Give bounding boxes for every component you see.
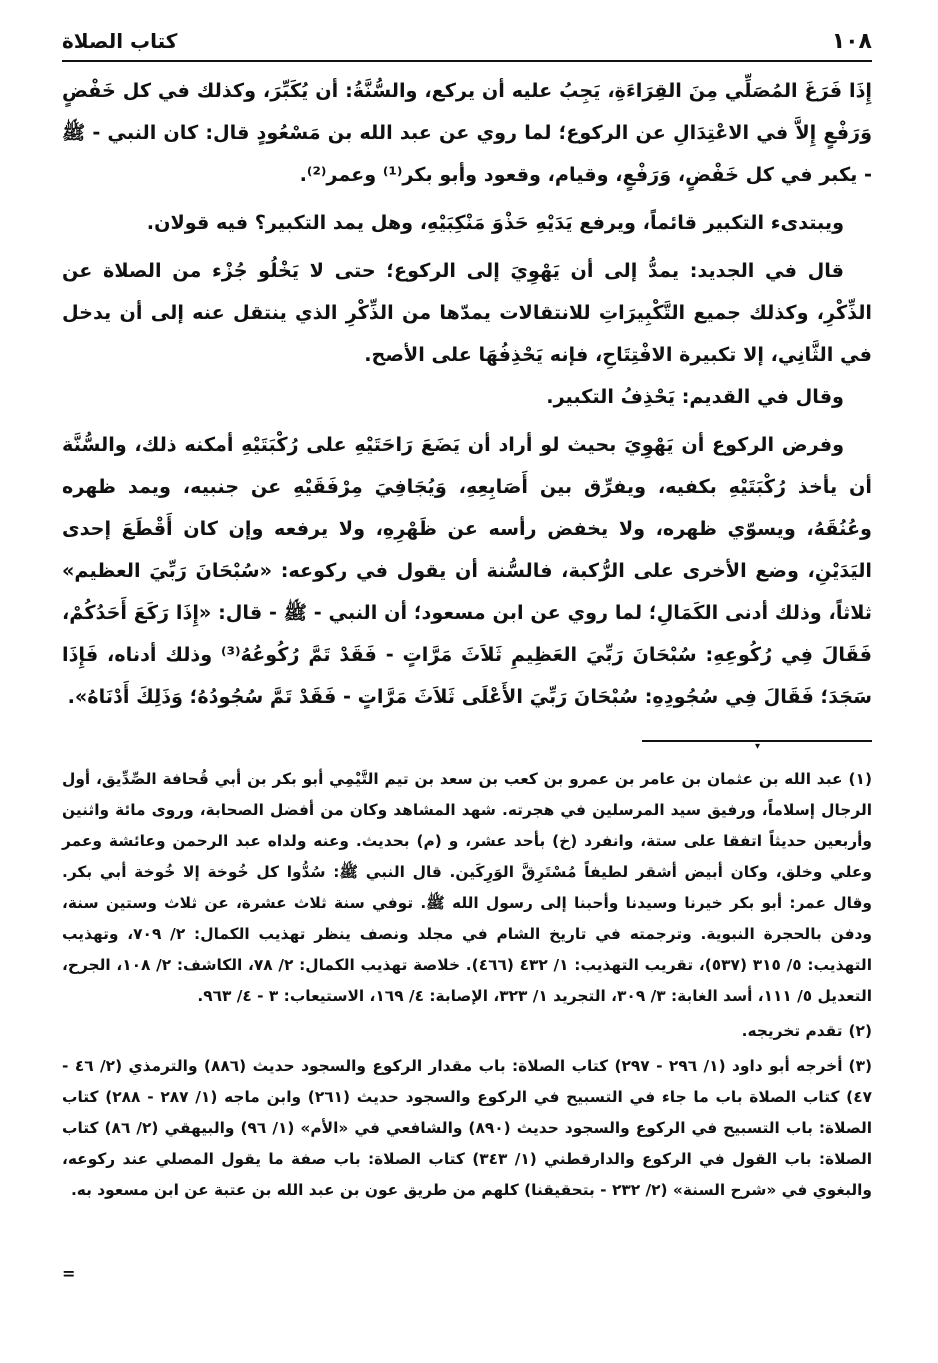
page-number: ١٠٨	[831, 28, 872, 54]
footnote-text: أخرجه أبو داود (١/ ٢٩٦ - ٢٩٧) كتاب الصلاة: باب مقدار الركوع والسجود حديث (٨٨٦) والترمذي (٢/ ٤٦ - ٤٧) كتاب الصلاة باب ما جاء في التسبيح في الركوع والسجود حديث (٢٦١) وابن ماجه (١/ ٢٨٧ - ٢٨٨) كتاب الصلاة: باب التسبيح في الركوع والسجود حديث (٨٩٠) والشافعي في «الأم» (١/ ٩٦) والبيهقي (٢/ ٨٦) كتاب الصلاة: باب القول في الركوع والدارقطني (١/ ٣٤٣) كتاب الصلاة: باب صفة ما يقول المصلي عند ركوعه، والبغوي في «شرح السنة» (٢/ ٢٣٢ - بتحقيقنا) كلهم من طريق عون بن عبد الله بن عتبة عن ابن مسعود به.	[62, 1057, 873, 1199]
footnote-3	[62, 1051, 872, 1206]
footnote-2	[62, 1016, 872, 1047]
paragraph: ويبتدىء التكبير قائماً، ويرفع يَدَيْهِ حَذْوَ مَنْكِبَيْهِ، وهل يمد التكبير؟ فيه قولان.	[146, 211, 844, 234]
footnote-number: (٢)	[848, 1022, 872, 1040]
running-header	[62, 22, 872, 62]
main-text	[62, 70, 872, 718]
footnote-number: (١)	[848, 770, 872, 788]
footnotes	[62, 764, 872, 1210]
rule-ornament: ▾	[754, 741, 760, 752]
footnote-separator	[62, 734, 872, 754]
book-page	[62, 22, 873, 1199]
book-title: كتاب الصلاة	[62, 29, 178, 53]
paragraph: إِذَا فَرَغَ المُصَلِّي مِنَ القِرَاءَةِ، يَجِبُ عليه أن يركع، والسُّنَّةُ: أن يُكَبِّرَ، وكذلك في كل خَفْضٍ وَرَفْعٍ إِلاَّ في الاعْتِدَالِ عن الركوع؛ لما روي عن عبد الله بن مَسْعُودٍ قال: كان النبي - ﷺ - يكبر في كل خَفْضٍ، وَرَفْعٍ، وقيام، وقعود وأبو بكر⁽¹⁾ وعمر⁽²⁾.	[62, 79, 872, 186]
paragraph: قال في الجديد: يمدُّ إلى أن يَهْوِيَ إلى الركوع؛ حتى لا يَخْلُو جُزْء من الصلاة عن الذِّكْرِ، وكذلك جميع التَّكْبِيرَاتِ للانتقالات يمدّها من الذِّكْرِ الذي ينتقل عنه إلى أن يدخل في الثَّانِي، إلا تكبيرة الافْتِتَاحِ، فإنه يَحْذِفُهَا على الأصح.	[62, 259, 872, 366]
paragraph: وفرض الركوع أن يَهْوِيَ بحيث لو أراد أن يَضَعَ رَاحَتَيْهِ على رُكْبَتَيْهِ أمكنه ذلك، والسُّنَّة أن يأخذ رُكْبَتَيْهِ بكفيه، ويفرِّق بين أَصَابِعِهِ، وَيُجَافِيَ مِرْفَقَيْهِ عن جنبيه، ويمد ظهره وعُنُقَهُ، ويسوّي ظهره، ولا يخفض رأسه عن ظَهْرِهِ، ولا يرفعه وإن كان أَقْطَعَ إحدى اليَدَيْنِ، وضع الأخرى على الرُّكبة، فالسُّنة أن يقول في ركوعه: «سُبْحَانَ رَبِّيَ العظيم» ثلاثاً، وذلك أدنى الكَمَالِ؛ لما روي عن ابن مسعود؛ أن النبي - ﷺ - قال: «إِذَا رَكَعَ أَحَدُكُمْ، فَقَالَ فِي رُكُوعِهِ: سُبْحَانَ رَبِّيَ العَظِيمِ ثَلاَثَ مَرَّاتٍ - فَقَدْ تَمَّ رُكُوعُهُ⁽³⁾ وذلك أدناه، فَإِذَا سَجَدَ؛ فَقَالَ فِي سُجُودِهِ: سُبْحَانَ رَبِّيَ الأَعْلَى ثَلاَثَ مَرَّاتٍ - فَقَدْ تَمَّ سُجُودُهُ؛ وَذَلِكَ أَدْنَاهُ».	[62, 433, 872, 708]
footnote-text: عبد الله بن عثمان بن عامر بن عمرو بن كعب بن سعد بن تيم التَّيْمِي أبو بكر بن أبي قُحافة الصِّدِّيق، أول الرجال إسلاماً، ورفيق سيد المرسلين في هجرته. شهد المشاهد وكان من أفضل الصحابة، وروى مائة واثنين وأربعين حديثاً اتفقا على ستة، وانفرد (خ) بأحد عشر، و (م) بحديث. وعنه ولداه عبد الرحمن وعائشة وعمر وعلي وخلق، وكان أبيض أشقر لطيفاً مُسْتَرِقَّ الوَرِكَين. قال النبي ﷺ: سُدُّوا كل خُوخة إلا خُوخة أبي بكر. وقال عمر: أبو بكر خيرنا وسيدنا وأحبنا إلى رسول الله ﷺ. توفي سنة ثلاث عشرة، عن ثلاث وستين سنة، ودفن بالحجرة النبوية. وترجمته في تاريخ الشام في مجلد ونصف ينظر تهذيب الكمال: ٢/ ٧٠٩، وتهذيب التهذيب: ٥/ ٣١٥ (٥٣٧)، تقريب التهذيب: ١/ ٤٣٢ (٤٦٦). خلاصة تهذيب الكمال: ٢/ ٧٨، الكاشف: ٢/ ١٠٨، الجرح، التعديل ٥/ ١١١، أسد الغابة: ٣/ ٣٠٩، التجريد ١/ ٣٢٣، الإصابة: ٤/ ١٦٩، الاستيعاب: ٣ - ٤/ ٩٦٣.	[62, 770, 872, 1005]
paragraph: وقال في القديم: يَحْذِفُ التكبير.	[546, 385, 844, 408]
footnote-text: تقدم تخريجه.	[741, 1022, 843, 1040]
margin-mark: =	[62, 1264, 76, 1283]
footnote-number: (٣)	[848, 1057, 873, 1075]
footnote-1	[62, 764, 872, 1012]
